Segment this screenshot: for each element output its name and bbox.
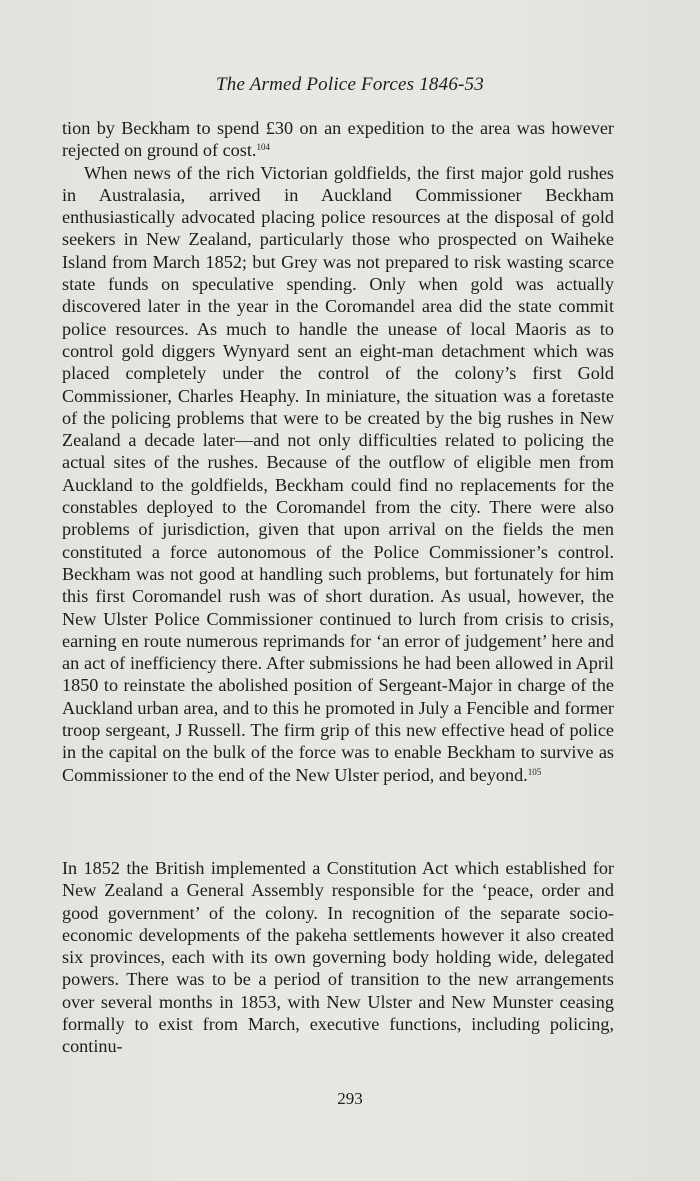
paragraph-continuation <box>62 117 614 162</box>
paragraph-goldfields <box>62 162 614 786</box>
paragraph-text: tion by Beckham to spend £30 on an expedition to the area was however rejected on ground of cost. <box>62 118 614 161</box>
footnote-reference: 105 <box>527 766 542 777</box>
text-block-lower <box>62 857 614 1058</box>
paragraph-text: In 1852 the British implemented a Constitution Act which established for New Zealand a General Assembly responsible for the ‘peace, order and good government’ of the colony. In recognition of the separate socio-economic developments of the pakeha settlements however it also created six provinces, each with its own governing body holding wide, delegated powers. There was to be a period of transition to the new arrangements over several months in 1853, with New Ulster and New Munster ceasing formally to exist from March, executive functions, including policing, continu- <box>62 858 614 1057</box>
paragraph-text: When news of the rich Victorian goldfields, the first major gold rushes in Australasia, arrived in Auckland Commissioner Beckham enthusiastically advocated placing police resources at the disposal of gold seekers in New Zealand, particularly those who prospected on Waiheke Island from March 1852; but Grey was not prepared to risk wasting scarce state funds on speculative spending. Only when gold was actually discovered later in the year in the Coromandel area did the state commit police resources. As much to handle the unease of local Maoris as to control gold diggers Wynyard sent an eight-man detachment which was placed completely under the control of the colony’s first Gold Commissioner, Charles Heaphy. In miniature, the situation was a foretaste of the policing problems that were to be created by the big rushes in New Zealand a decade later—and not only difficulties related to policing the actual sites of the rushes. Because of the outflow of eligible men from Auckland to the goldfields, Beckham could find no replacements for the constables deployed to the Coromandel from the city. There were also problems of jurisdiction, given that upon arrival on the fields the men constituted a force autonomous of the Police Commissioner’s control. Beckham was not good at handling such problems, but fortunately for him this first Coromandel rush was of short duration. As usual, however, the New Ulster Police Commissioner continued to lurch from crisis to crisis, earning en route numerous reprimands for ‘an error of judgement’ here and an act of inefficiency there. After submissions he had been allowed in April 1850 to reinstate the abolished position of Sergeant-Major in charge of the Auckland urban area, and to this he promoted in July a Fencible and former troop sergeant, J Russell. The firm grip of this new effective head of police in the capital on the bulk of the force was to enable Beckham to survive as Commissioner to the end of the New Ulster period, and beyond. <box>62 162 614 785</box>
text-block-upper <box>62 117 614 786</box>
footnote-reference: 104 <box>256 142 270 153</box>
running-header: The Armed Police Forces 1846-53 <box>216 74 484 95</box>
paragraph-constitution-act <box>62 857 614 1058</box>
page-number: 293 <box>337 1089 363 1108</box>
